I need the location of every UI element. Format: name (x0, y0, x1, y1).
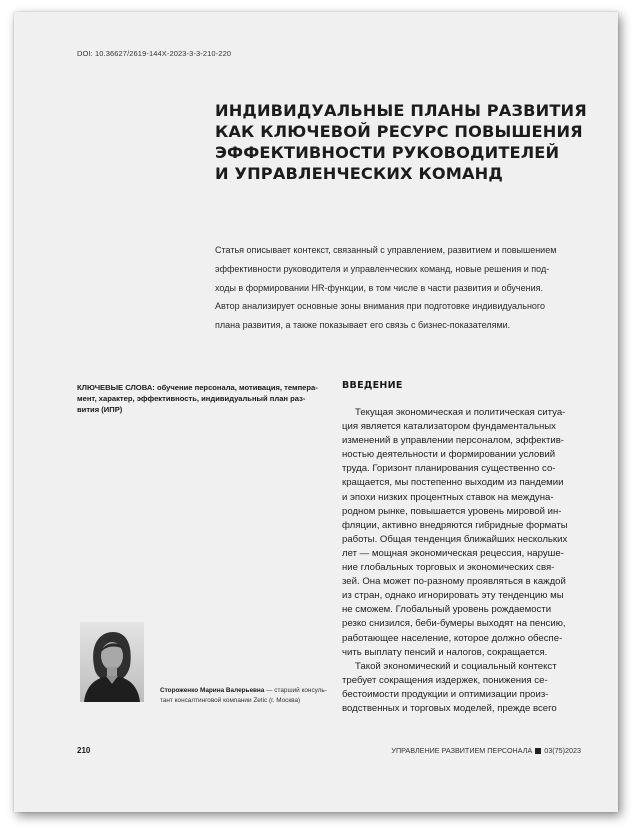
journal-page (14, 12, 618, 812)
author-role: — старший консуль- (264, 687, 327, 694)
body-line: зей. Она может по-разному проявляться в каждой (342, 576, 566, 588)
abstract (215, 241, 585, 335)
doi-label: DOI: 10.36627/2619-144X-2023-3-3-210-220 (77, 49, 232, 58)
section-heading: ВВЕДЕНИЕ (342, 380, 403, 391)
body-line: работы. Общая тенденция ближайших нескольких (342, 533, 568, 545)
keywords-line: вития (ИПР) (77, 405, 123, 414)
abstract-line: эффективности руководителя и управленческих команд, новые решения и под- (215, 263, 550, 274)
body-line: ностью деятельности и формировании условий (342, 449, 556, 461)
body-line: Такой экономический и социальный контекст (355, 660, 557, 672)
author-name: Стороженко Марина Валерьевна (160, 687, 265, 694)
body-line: кращается, мы постепенно выходим из пандемии (342, 477, 564, 489)
title-line: ИНДИВИДУАЛЬНЫЕ ПЛАНЫ РАЗВИТИЯ (215, 101, 587, 120)
body-line: водственных и торговых моделей, прежде всего (342, 702, 557, 714)
body-line: труда. Горизонт планирования существенно со- (342, 463, 556, 475)
abstract-line: ходы в формировании HR-функции, в том числе в части развития и обучения. (215, 282, 543, 293)
author-affiliation: тант консалтинговой компании Zetic (г. Москва) (160, 696, 301, 704)
body-line: бестоимости продукции и оптимизации произ- (342, 688, 549, 700)
body-text (342, 406, 592, 716)
author-info (160, 686, 327, 705)
body-line: ние глобальных торговых и экономических свя- (342, 562, 555, 574)
title-line: КАК КЛЮЧЕВОЙ РЕСУРС ПОВЫШЕНИЯ (215, 122, 583, 141)
abstract-line: Автор анализирует основные зоны внимания при подготовке индивидуального (215, 301, 546, 312)
journal-name: УПРАВЛЕНИЕ РАЗВИТИЕМ ПЕРСОНАЛА (391, 746, 533, 755)
keywords-line: мент, характер, эффективность, индивидуальный план раз- (77, 394, 306, 403)
body-line: требует сокращения издержек, понижения се- (342, 674, 548, 686)
square-separator-icon (535, 748, 541, 754)
body-line: изменений в управлении персоналом, эффектив- (342, 435, 564, 447)
body-line: родном рынке, повышается уровень мировой ин- (342, 505, 562, 517)
author-portrait-image (80, 622, 144, 702)
keywords (77, 382, 322, 415)
journal-footer (391, 746, 581, 755)
body-line: чить выплату пенсий и налогов, сокращается. (342, 646, 548, 658)
page-number: 210 (77, 746, 91, 755)
body-line: ция является катализатором фундаментальных (342, 421, 556, 433)
article-title (215, 100, 587, 184)
author-photo (80, 622, 144, 702)
body-line: Текущая экономическая и политическая ситуа- (355, 407, 566, 418)
abstract-line: плана развития, а также показывает его связь с бизнес-показателями. (215, 320, 511, 331)
body-line: и эпохи низких процентных ставок на междуна- (342, 491, 554, 503)
body-line: фляции, активно внедряются гибридные форматы (342, 519, 568, 531)
body-line: резко снизился, беби-бумеры выходят на пенсию, (342, 618, 566, 630)
keywords-line: КЛЮЧЕВЫЕ СЛОВА: обучение персонала, мотивация, темпера- (77, 383, 318, 392)
title-line: И УПРАВЛЕНЧЕСКИХ КОМАНД (215, 164, 503, 183)
body-line: работающее население, которое должно обеспе- (342, 632, 563, 644)
abstract-line: Статья описывает контекст, связанный с управлением, развитием и повышением (215, 245, 557, 255)
body-line: не сможем. Глобальный уровень рождаемости (342, 604, 552, 616)
title-line: ЭФФЕКТИВНОСТИ РУКОВОДИТЕЛЕЙ (215, 143, 560, 162)
journal-issue: 03(75)2023 (544, 746, 581, 755)
body-line: лет — мощная экономическая рецессия, наруше- (342, 547, 564, 559)
body-line: из стран, однако игнорировать эту тенденцию мы (342, 590, 564, 602)
